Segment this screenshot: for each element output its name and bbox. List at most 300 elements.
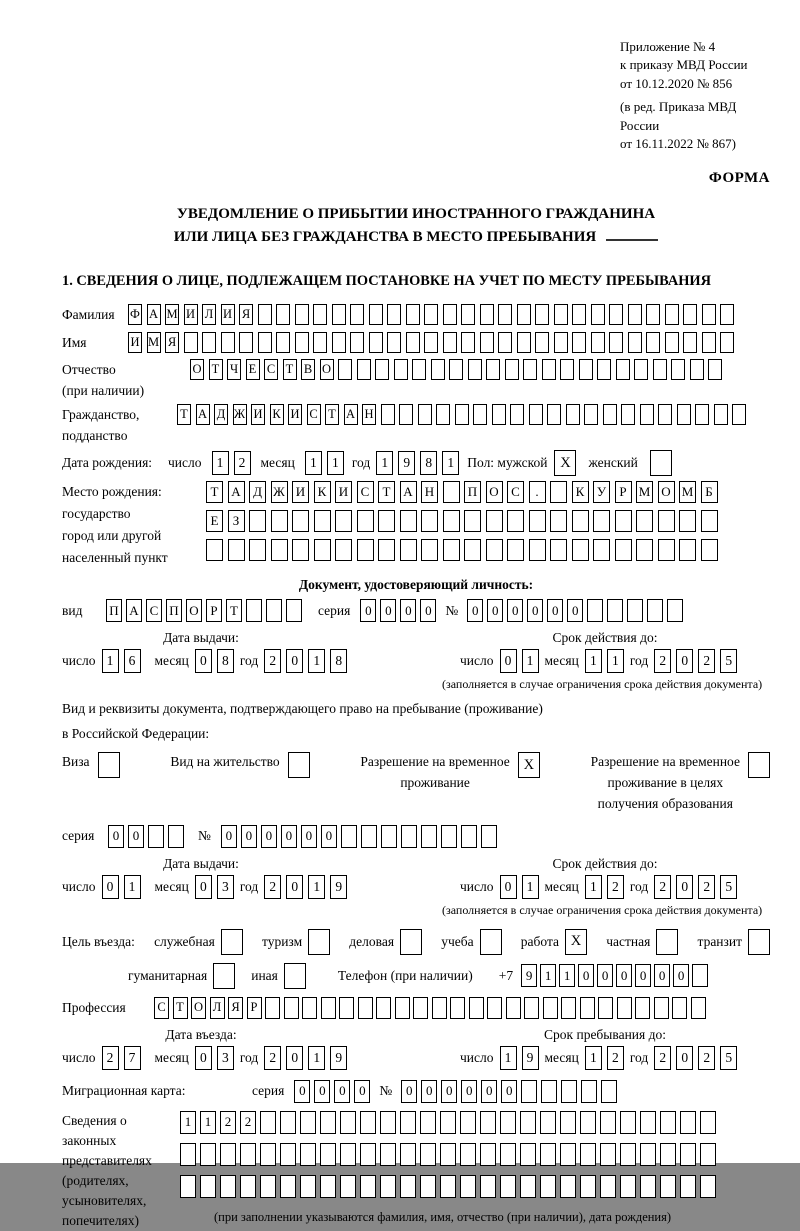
char-box[interactable] <box>695 404 709 425</box>
char-box[interactable] <box>580 1143 596 1166</box>
char-box[interactable]: М <box>165 304 179 325</box>
char-box[interactable]: 0 <box>461 1080 477 1103</box>
char-box[interactable]: Т <box>209 359 223 380</box>
char-box[interactable]: 0 <box>441 1080 457 1103</box>
char-box[interactable] <box>266 599 282 622</box>
char-box[interactable] <box>276 304 290 325</box>
char-box[interactable] <box>361 825 377 848</box>
char-box[interactable]: 2 <box>698 875 715 899</box>
char-box[interactable]: П <box>166 599 182 622</box>
char-box[interactable]: 5 <box>720 875 737 899</box>
char-box[interactable] <box>455 404 469 425</box>
char-box[interactable]: 2 <box>607 1046 624 1070</box>
residence-valid-month-input[interactable] <box>585 875 624 899</box>
char-box[interactable]: 0 <box>481 1080 497 1103</box>
char-box[interactable]: 9 <box>521 964 537 987</box>
char-box[interactable] <box>320 1143 336 1166</box>
char-box[interactable] <box>542 359 556 380</box>
char-box[interactable]: Б <box>701 481 718 503</box>
char-box[interactable]: О <box>191 997 206 1019</box>
char-box[interactable] <box>400 1111 416 1134</box>
char-box[interactable] <box>300 1143 316 1166</box>
char-box[interactable] <box>295 304 309 325</box>
representatives-row3-input[interactable] <box>180 1175 716 1198</box>
char-box[interactable] <box>340 1111 356 1134</box>
char-box[interactable] <box>249 539 266 561</box>
char-box[interactable]: 0 <box>286 875 303 899</box>
char-box[interactable]: С <box>357 481 374 503</box>
residence-series-input[interactable] <box>108 825 184 848</box>
char-box[interactable] <box>464 539 481 561</box>
char-box[interactable]: 1 <box>327 451 344 475</box>
char-box[interactable] <box>665 332 679 353</box>
char-box[interactable] <box>617 997 632 1019</box>
char-box[interactable] <box>560 359 574 380</box>
char-box[interactable]: 0 <box>281 825 297 848</box>
char-box[interactable]: 0 <box>380 599 396 622</box>
char-box[interactable] <box>369 304 383 325</box>
char-box[interactable] <box>521 1080 537 1103</box>
residence-issue-month-input[interactable] <box>195 875 234 899</box>
char-box[interactable]: 8 <box>420 451 437 475</box>
char-box[interactable] <box>376 997 391 1019</box>
char-box[interactable] <box>683 332 697 353</box>
char-box[interactable] <box>560 1143 576 1166</box>
char-box[interactable]: 0 <box>654 964 670 987</box>
char-box[interactable]: 3 <box>217 1046 234 1070</box>
char-box[interactable]: О <box>486 481 503 503</box>
char-box[interactable]: 0 <box>314 1080 330 1103</box>
char-box[interactable] <box>500 1143 516 1166</box>
representatives-row2-input[interactable] <box>180 1143 716 1166</box>
char-box[interactable] <box>440 1143 456 1166</box>
char-box[interactable] <box>529 510 546 532</box>
char-box[interactable]: С <box>154 997 169 1019</box>
temp-residence-education-checkbox[interactable] <box>748 752 770 778</box>
temp-residence-checkbox[interactable]: X <box>518 752 540 778</box>
char-box[interactable] <box>431 359 445 380</box>
char-box[interactable] <box>621 404 635 425</box>
char-box[interactable] <box>609 304 623 325</box>
char-box[interactable] <box>690 359 704 380</box>
char-box[interactable] <box>313 304 327 325</box>
char-box[interactable] <box>421 510 438 532</box>
stay-day-input[interactable] <box>500 1046 539 1070</box>
char-box[interactable] <box>395 997 410 1019</box>
char-box[interactable]: Т <box>325 404 339 425</box>
char-box[interactable]: 0 <box>241 825 257 848</box>
char-box[interactable]: 0 <box>501 1080 517 1103</box>
migration-number-input[interactable] <box>401 1080 617 1103</box>
char-box[interactable] <box>535 304 549 325</box>
char-box[interactable]: Т <box>378 481 395 503</box>
char-box[interactable] <box>469 997 484 1019</box>
char-box[interactable]: 0 <box>354 1080 370 1103</box>
char-box[interactable]: 2 <box>654 1046 671 1070</box>
char-box[interactable] <box>461 332 475 353</box>
char-box[interactable] <box>677 404 691 425</box>
char-box[interactable] <box>180 1175 196 1198</box>
birth-day-input[interactable] <box>212 451 251 475</box>
char-box[interactable]: Н <box>421 481 438 503</box>
char-box[interactable] <box>320 1175 336 1198</box>
char-box[interactable]: 2 <box>220 1111 236 1134</box>
char-box[interactable] <box>597 359 611 380</box>
char-box[interactable] <box>520 1111 536 1134</box>
char-box[interactable]: С <box>264 359 278 380</box>
char-box[interactable] <box>258 304 272 325</box>
char-box[interactable] <box>320 1111 336 1134</box>
char-box[interactable] <box>701 539 718 561</box>
entry-day-input[interactable] <box>102 1046 141 1070</box>
char-box[interactable] <box>593 539 610 561</box>
representatives-row1-input[interactable] <box>180 1111 716 1134</box>
char-box[interactable]: 2 <box>102 1046 119 1070</box>
char-box[interactable] <box>276 332 290 353</box>
purpose-transit-checkbox[interactable] <box>748 929 770 955</box>
char-box[interactable]: 1 <box>180 1111 196 1134</box>
char-box[interactable]: Т <box>226 599 242 622</box>
char-box[interactable]: 0 <box>676 649 693 673</box>
char-box[interactable] <box>620 1175 636 1198</box>
char-box[interactable]: 1 <box>607 649 624 673</box>
char-box[interactable] <box>628 304 642 325</box>
char-box[interactable] <box>680 1111 696 1134</box>
char-box[interactable]: И <box>251 404 265 425</box>
char-box[interactable] <box>284 997 299 1019</box>
char-box[interactable] <box>601 1080 617 1103</box>
visa-checkbox[interactable] <box>98 752 120 778</box>
char-box[interactable] <box>221 332 235 353</box>
char-box[interactable]: 3 <box>217 875 234 899</box>
char-box[interactable]: 0 <box>195 1046 212 1070</box>
char-box[interactable] <box>658 539 675 561</box>
char-box[interactable]: Н <box>362 404 376 425</box>
purpose-official-checkbox[interactable] <box>221 929 243 955</box>
char-box[interactable]: И <box>292 481 309 503</box>
char-box[interactable] <box>206 539 223 561</box>
char-box[interactable] <box>413 997 428 1019</box>
char-box[interactable] <box>357 359 371 380</box>
char-box[interactable] <box>640 1143 656 1166</box>
birth-place-row3-input[interactable] <box>206 539 718 561</box>
char-box[interactable]: 0 <box>321 825 337 848</box>
char-box[interactable] <box>380 1175 396 1198</box>
char-box[interactable]: 6 <box>124 649 141 673</box>
char-box[interactable] <box>498 332 512 353</box>
char-box[interactable]: 1 <box>585 875 602 899</box>
sex-male-checkbox[interactable]: X <box>554 450 576 476</box>
char-box[interactable] <box>672 997 687 1019</box>
char-box[interactable] <box>443 481 460 503</box>
char-box[interactable] <box>400 1143 416 1166</box>
char-box[interactable] <box>636 510 653 532</box>
char-box[interactable] <box>443 510 460 532</box>
char-box[interactable] <box>653 359 667 380</box>
char-box[interactable]: С <box>146 599 162 622</box>
char-box[interactable] <box>239 332 253 353</box>
char-box[interactable] <box>665 304 679 325</box>
char-box[interactable]: М <box>679 481 696 503</box>
char-box[interactable]: 0 <box>102 875 119 899</box>
char-box[interactable]: 9 <box>330 875 347 899</box>
char-box[interactable] <box>412 359 426 380</box>
char-box[interactable] <box>441 825 457 848</box>
char-box[interactable]: Д <box>249 481 266 503</box>
char-box[interactable] <box>460 1175 476 1198</box>
stay-month-input[interactable] <box>585 1046 624 1070</box>
char-box[interactable] <box>720 332 734 353</box>
char-box[interactable]: 1 <box>305 451 322 475</box>
char-box[interactable] <box>258 332 272 353</box>
char-box[interactable] <box>400 1175 416 1198</box>
char-box[interactable] <box>600 1175 616 1198</box>
char-box[interactable]: В <box>301 359 315 380</box>
char-box[interactable] <box>600 1111 616 1134</box>
char-box[interactable] <box>487 997 502 1019</box>
char-box[interactable]: 1 <box>522 875 539 899</box>
char-box[interactable] <box>660 1111 676 1134</box>
doc-series-input[interactable] <box>360 599 436 622</box>
char-box[interactable]: Я <box>239 304 253 325</box>
char-box[interactable] <box>480 304 494 325</box>
char-box[interactable] <box>671 359 685 380</box>
char-box[interactable] <box>620 1143 636 1166</box>
char-box[interactable] <box>387 304 401 325</box>
char-box[interactable]: 0 <box>507 599 523 622</box>
char-box[interactable]: А <box>228 481 245 503</box>
patronymic-input[interactable] <box>190 359 722 380</box>
char-box[interactable] <box>461 825 477 848</box>
char-box[interactable]: 0 <box>301 825 317 848</box>
char-box[interactable]: С <box>307 404 321 425</box>
char-box[interactable] <box>554 332 568 353</box>
char-box[interactable] <box>292 539 309 561</box>
valid-year-input[interactable] <box>654 649 737 673</box>
char-box[interactable]: 0 <box>676 875 693 899</box>
char-box[interactable]: 5 <box>720 649 737 673</box>
char-box[interactable] <box>700 1175 716 1198</box>
char-box[interactable] <box>732 404 746 425</box>
char-box[interactable] <box>332 304 346 325</box>
char-box[interactable]: 5 <box>720 1046 737 1070</box>
char-box[interactable] <box>314 510 331 532</box>
char-box[interactable] <box>701 510 718 532</box>
residence-permit-checkbox[interactable] <box>288 752 310 778</box>
char-box[interactable] <box>406 332 420 353</box>
char-box[interactable] <box>443 304 457 325</box>
char-box[interactable]: Ф <box>128 304 142 325</box>
char-box[interactable] <box>180 1143 196 1166</box>
char-box[interactable]: 2 <box>234 451 251 475</box>
char-box[interactable]: 0 <box>195 649 212 673</box>
name-input[interactable] <box>128 332 734 353</box>
char-box[interactable]: Т <box>283 359 297 380</box>
char-box[interactable] <box>691 997 706 1019</box>
char-box[interactable] <box>587 599 603 622</box>
char-box[interactable] <box>440 1175 456 1198</box>
char-box[interactable]: О <box>186 599 202 622</box>
residence-valid-year-input[interactable] <box>654 875 737 899</box>
char-box[interactable]: И <box>335 481 352 503</box>
char-box[interactable] <box>280 1175 296 1198</box>
purpose-work-checkbox[interactable]: X <box>565 929 587 955</box>
char-box[interactable] <box>321 997 336 1019</box>
char-box[interactable] <box>286 599 302 622</box>
char-box[interactable]: Ч <box>227 359 241 380</box>
char-box[interactable]: А <box>147 304 161 325</box>
char-box[interactable] <box>581 1080 597 1103</box>
char-box[interactable] <box>369 332 383 353</box>
phone-input[interactable] <box>521 964 708 987</box>
char-box[interactable] <box>357 510 374 532</box>
char-box[interactable]: 2 <box>607 875 624 899</box>
char-box[interactable]: О <box>190 359 204 380</box>
char-box[interactable] <box>572 539 589 561</box>
char-box[interactable]: Л <box>202 304 216 325</box>
char-box[interactable] <box>271 539 288 561</box>
char-box[interactable] <box>517 304 531 325</box>
char-box[interactable]: 1 <box>124 875 141 899</box>
char-box[interactable]: 0 <box>676 1046 693 1070</box>
char-box[interactable] <box>358 997 373 1019</box>
char-box[interactable] <box>387 332 401 353</box>
char-box[interactable]: П <box>106 599 122 622</box>
char-box[interactable] <box>561 997 576 1019</box>
char-box[interactable] <box>341 825 357 848</box>
char-box[interactable] <box>401 825 417 848</box>
char-box[interactable] <box>560 1111 576 1134</box>
char-box[interactable] <box>424 304 438 325</box>
char-box[interactable] <box>280 1111 296 1134</box>
residence-issue-year-input[interactable] <box>264 875 347 899</box>
purpose-private-checkbox[interactable] <box>656 929 678 955</box>
char-box[interactable] <box>420 1111 436 1134</box>
char-box[interactable]: 0 <box>294 1080 310 1103</box>
char-box[interactable]: 0 <box>567 599 583 622</box>
char-box[interactable]: 1 <box>540 964 556 987</box>
char-box[interactable] <box>418 404 432 425</box>
char-box[interactable] <box>271 510 288 532</box>
char-box[interactable] <box>593 510 610 532</box>
char-box[interactable] <box>486 539 503 561</box>
purpose-humanitarian-checkbox[interactable] <box>213 963 235 989</box>
char-box[interactable] <box>580 997 595 1019</box>
char-box[interactable] <box>350 332 364 353</box>
char-box[interactable] <box>520 1143 536 1166</box>
char-box[interactable]: 0 <box>400 599 416 622</box>
char-box[interactable] <box>679 539 696 561</box>
char-box[interactable] <box>598 997 613 1019</box>
doc-number-input[interactable] <box>467 599 683 622</box>
char-box[interactable] <box>360 1175 376 1198</box>
char-box[interactable] <box>461 304 475 325</box>
char-box[interactable]: 0 <box>334 1080 350 1103</box>
char-box[interactable]: 1 <box>308 1046 325 1070</box>
char-box[interactable]: 8 <box>217 649 234 673</box>
char-box[interactable]: 1 <box>559 964 575 987</box>
char-box[interactable] <box>394 359 408 380</box>
char-box[interactable]: 0 <box>487 599 503 622</box>
char-box[interactable]: К <box>314 481 331 503</box>
char-box[interactable] <box>660 1143 676 1166</box>
char-box[interactable] <box>220 1143 236 1166</box>
char-box[interactable]: Ж <box>271 481 288 503</box>
surname-input[interactable] <box>128 304 734 325</box>
issue-month-input[interactable] <box>195 649 234 673</box>
char-box[interactable] <box>424 332 438 353</box>
char-box[interactable] <box>566 404 580 425</box>
char-box[interactable]: 1 <box>308 649 325 673</box>
char-box[interactable] <box>702 304 716 325</box>
char-box[interactable] <box>561 1080 577 1103</box>
purpose-business-checkbox[interactable] <box>400 929 422 955</box>
char-box[interactable]: 1 <box>308 875 325 899</box>
char-box[interactable] <box>443 539 460 561</box>
doc-type-input[interactable] <box>106 599 302 622</box>
char-box[interactable] <box>240 1175 256 1198</box>
char-box[interactable] <box>260 1175 276 1198</box>
char-box[interactable] <box>640 1175 656 1198</box>
char-box[interactable]: 0 <box>360 599 376 622</box>
char-box[interactable]: И <box>184 304 198 325</box>
char-box[interactable] <box>517 332 531 353</box>
char-box[interactable]: 0 <box>286 649 303 673</box>
char-box[interactable] <box>658 404 672 425</box>
char-box[interactable] <box>507 510 524 532</box>
purpose-tourism-checkbox[interactable] <box>308 929 330 955</box>
residence-issue-day-input[interactable] <box>102 875 141 899</box>
char-box[interactable] <box>603 404 617 425</box>
char-box[interactable] <box>357 539 374 561</box>
char-box[interactable] <box>381 825 397 848</box>
char-box[interactable] <box>481 825 497 848</box>
char-box[interactable] <box>148 825 164 848</box>
char-box[interactable]: 7 <box>124 1046 141 1070</box>
char-box[interactable]: Я <box>228 997 243 1019</box>
char-box[interactable] <box>480 1175 496 1198</box>
char-box[interactable] <box>541 1080 557 1103</box>
stay-year-input[interactable] <box>654 1046 737 1070</box>
char-box[interactable] <box>667 599 683 622</box>
char-box[interactable]: 0 <box>195 875 212 899</box>
char-box[interactable] <box>615 510 632 532</box>
char-box[interactable] <box>332 332 346 353</box>
char-box[interactable] <box>249 510 266 532</box>
char-box[interactable]: 1 <box>212 451 229 475</box>
char-box[interactable]: А <box>400 481 417 503</box>
char-box[interactable] <box>375 359 389 380</box>
issue-year-input[interactable] <box>264 649 347 673</box>
char-box[interactable]: Р <box>615 481 632 503</box>
char-box[interactable]: . <box>529 481 546 503</box>
char-box[interactable] <box>640 404 654 425</box>
char-box[interactable] <box>679 510 696 532</box>
birth-place-row1-input[interactable] <box>206 481 718 503</box>
entry-month-input[interactable] <box>195 1046 234 1070</box>
char-box[interactable]: 9 <box>522 1046 539 1070</box>
char-box[interactable] <box>202 332 216 353</box>
char-box[interactable]: С <box>507 481 524 503</box>
char-box[interactable] <box>300 1175 316 1198</box>
char-box[interactable]: 0 <box>420 599 436 622</box>
char-box[interactable] <box>500 1111 516 1134</box>
char-box[interactable]: 1 <box>585 649 602 673</box>
char-box[interactable]: Ж <box>233 404 247 425</box>
char-box[interactable] <box>540 1143 556 1166</box>
char-box[interactable] <box>338 359 352 380</box>
char-box[interactable] <box>535 332 549 353</box>
